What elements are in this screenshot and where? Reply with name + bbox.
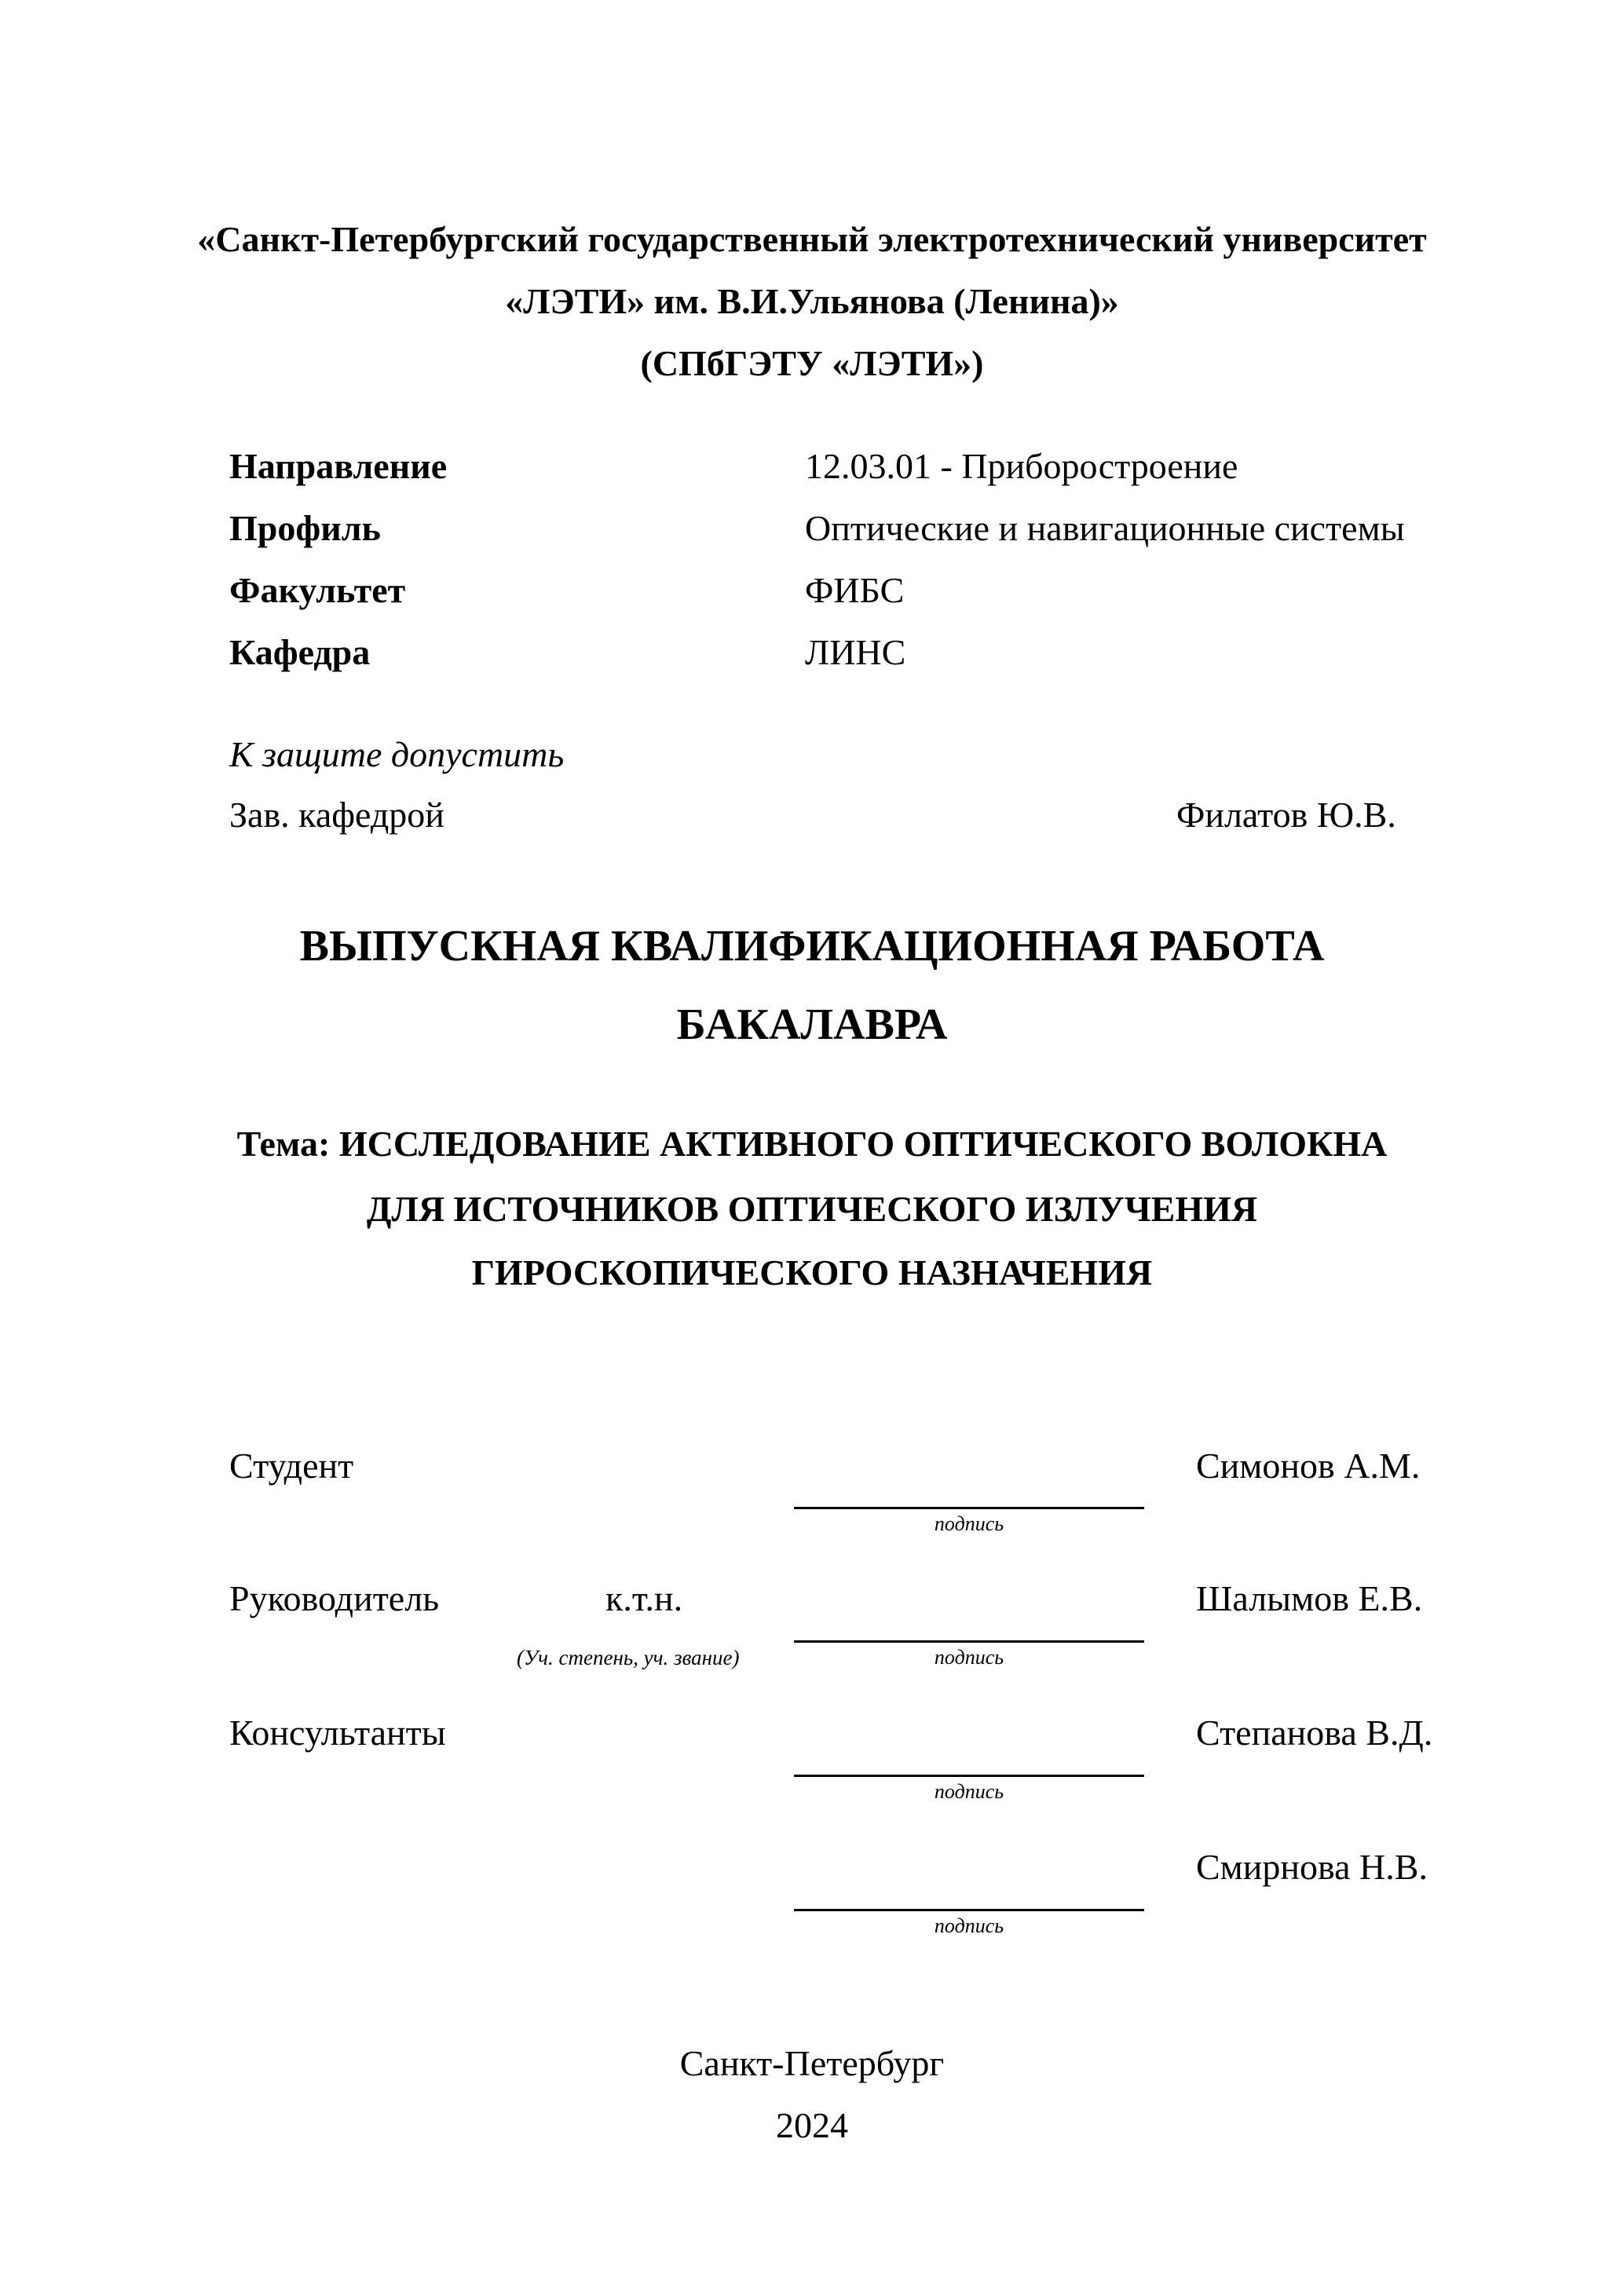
topic-line2: ДЛЯ ИСТОЧНИКОВ ОПТИЧЕСКОГО ИЗЛУЧЕНИЯ	[366, 1189, 1258, 1229]
signature-line-consultant1	[794, 1775, 1144, 1777]
supervisor-degree: к.т.н.	[605, 1578, 683, 1618]
consultant1-name: Степанова В.Д.	[1196, 1713, 1433, 1753]
student-label: Студент	[229, 1446, 354, 1486]
university-name-line2: «ЛЭТИ» им. В.И.Ульянова (Ленина)»	[505, 281, 1119, 321]
university-name-line1: «Санкт-Петербургский государственный электротехнический университет	[197, 219, 1427, 259]
signature-caption: подпись	[934, 1512, 1004, 1535]
footer-year: 2024	[776, 2105, 848, 2145]
signature-caption: подпись	[934, 1780, 1004, 1803]
info-label-faculty: Факультет	[229, 570, 406, 610]
info-value-direction: 12.03.01 - Приборостроение	[805, 446, 1238, 486]
approval-name: Филатов Ю.В.	[1176, 795, 1396, 835]
document-title-line2: БАКАЛАВРА	[676, 1000, 948, 1049]
signature-line-supervisor	[794, 1640, 1144, 1643]
student-name: Симонов А.М.	[1196, 1446, 1421, 1486]
degree-caption: (Уч. степень, уч. звание)	[517, 1646, 740, 1669]
document-title-line1: ВЫПУСКНАЯ КВАЛИФИКАЦИОННАЯ РАБОТА	[299, 922, 1325, 971]
info-value-profile: Оптические и навигационные системы	[805, 508, 1405, 548]
info-value-faculty: ФИБС	[805, 570, 905, 610]
topic-prefix: Тема:	[236, 1124, 331, 1164]
topic-line3: ГИРОСКОПИЧЕСКОГО НАЗНАЧЕНИЯ	[471, 1252, 1153, 1292]
approval-heading: К защите допустить	[229, 734, 565, 774]
supervisor-name: Шалымов Е.В.	[1196, 1578, 1423, 1618]
topic-line1	[0, 1122, 1624, 1166]
approval-role: Зав. кафедрой	[229, 795, 444, 835]
signature-caption: подпись	[934, 1914, 1004, 1937]
info-label-direction: Направление	[229, 446, 448, 486]
info-label-department: Кафедра	[229, 632, 371, 672]
university-abbrev: (СПбГЭТУ «ЛЭТИ»)	[640, 343, 984, 383]
footer-city: Санкт-Петербург	[679, 2043, 945, 2083]
supervisor-label: Руководитель	[229, 1578, 440, 1618]
signature-line-consultant2	[794, 1909, 1144, 1911]
topic-text-line1: ИССЛЕДОВАНИЕ АКТИВНОГО ОПТИЧЕСКОГО ВОЛОКНА	[338, 1124, 1388, 1164]
consultant2-name: Смирнова Н.В.	[1196, 1847, 1428, 1887]
signature-caption: подпись	[934, 1646, 1004, 1669]
info-label-profile: Профиль	[229, 508, 381, 548]
consultants-label: Консультанты	[229, 1713, 446, 1753]
info-value-department: ЛИНС	[805, 632, 906, 672]
signature-line-student	[794, 1507, 1144, 1509]
